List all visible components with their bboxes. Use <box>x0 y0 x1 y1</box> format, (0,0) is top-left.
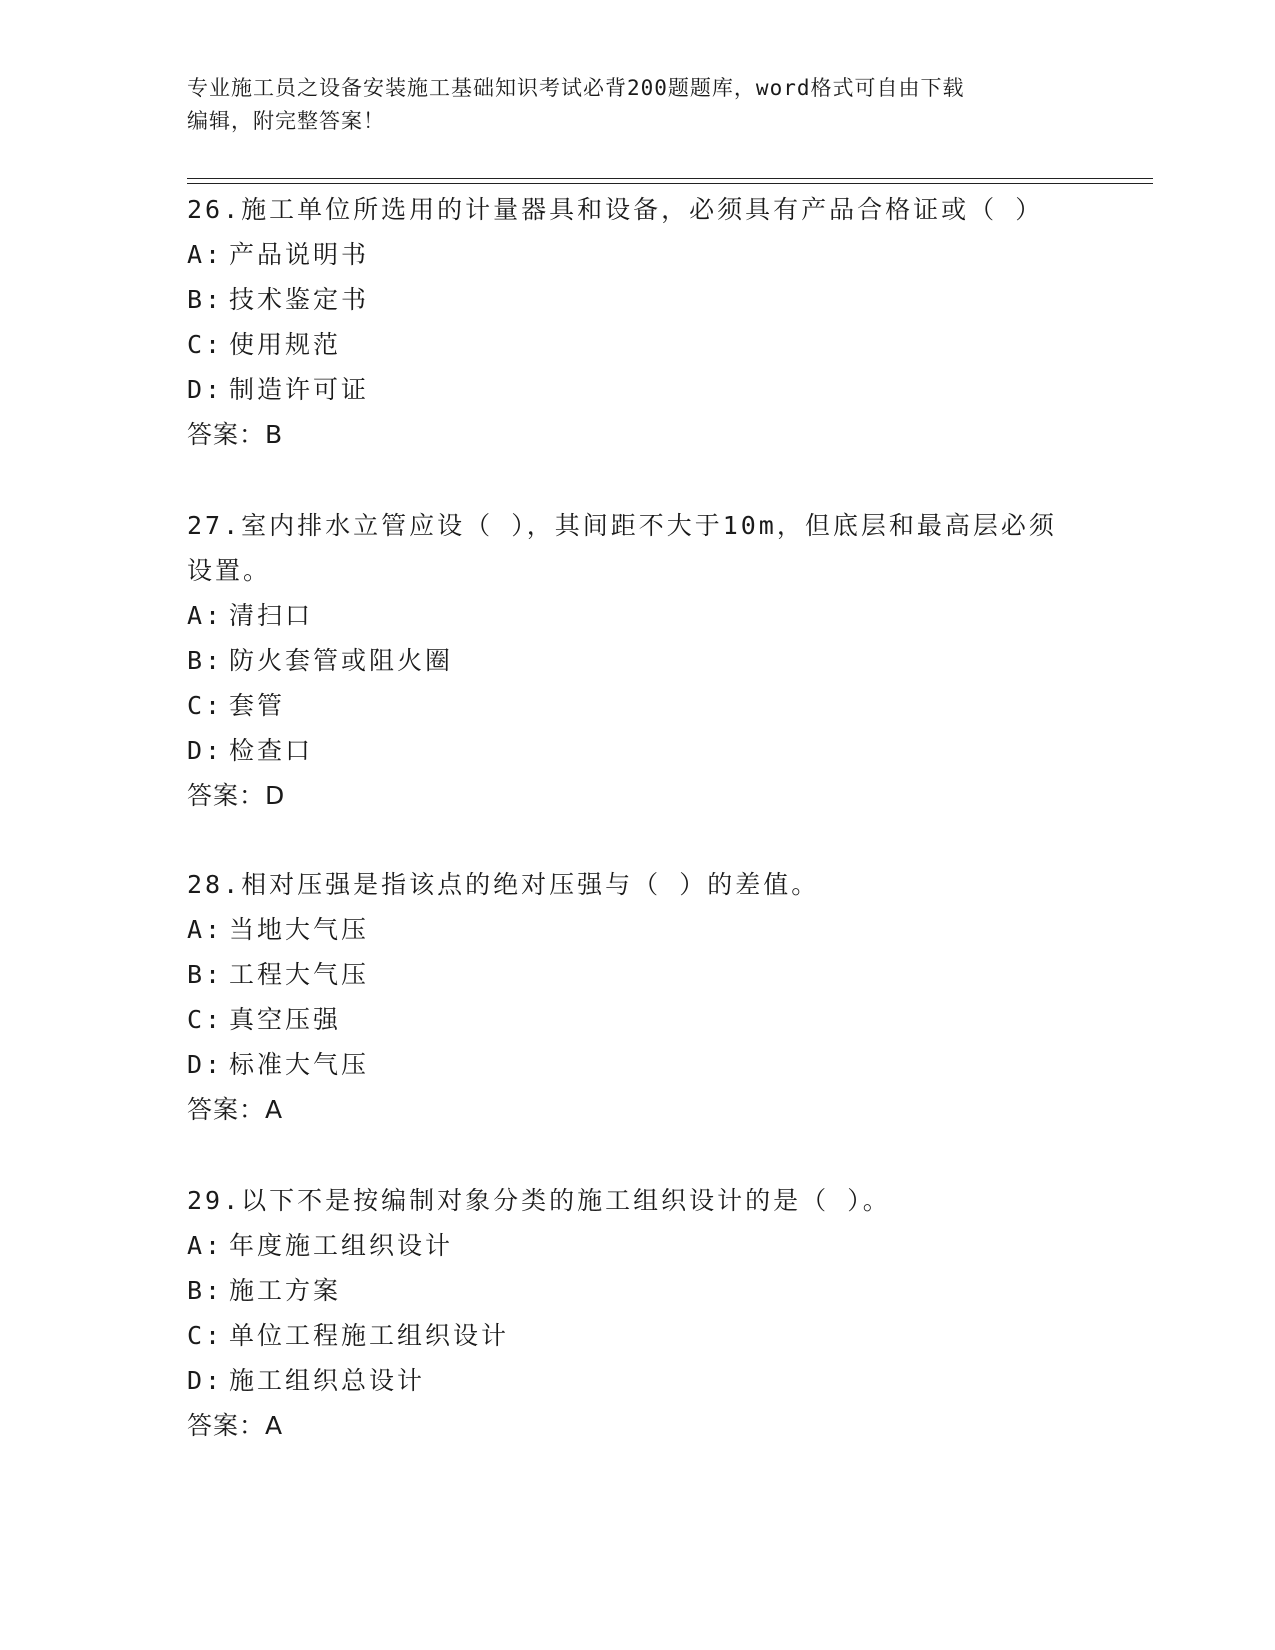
option-text: 制造许可证 <box>229 375 370 404</box>
answer: 答案：A <box>187 1095 284 1124</box>
option-text: 真空压强 <box>229 1005 342 1034</box>
answer: 答案：D <box>187 781 286 810</box>
question-26 <box>187 187 1067 457</box>
option-letter: C: <box>187 1005 224 1034</box>
option-text: 清扫口 <box>229 601 314 630</box>
option-b <box>187 638 1067 683</box>
option-letter: D: <box>187 375 224 404</box>
option-d <box>187 1042 1087 1087</box>
option-text: 施工组织总设计 <box>229 1366 426 1395</box>
option-letter: A: <box>187 240 224 269</box>
option-text: 产品说明书 <box>229 240 370 269</box>
option-letter: C: <box>187 330 224 359</box>
answer: 答案：B <box>187 420 284 449</box>
option-letter: B: <box>187 285 224 314</box>
option-text: 单位工程施工组织设计 <box>229 1321 510 1350</box>
option-letter: A: <box>187 601 224 630</box>
answer: 答案：A <box>187 1411 284 1440</box>
option-text: 防火套管或阻火圈 <box>229 646 454 675</box>
option-b <box>187 952 1087 997</box>
header-line-2: 编辑，附完整答案！ <box>187 109 385 133</box>
question-27 <box>187 503 1067 818</box>
option-letter: B: <box>187 646 224 675</box>
option-text: 检查口 <box>229 736 314 765</box>
option-letter: A: <box>187 1231 224 1260</box>
option-c <box>187 1313 1087 1358</box>
option-a <box>187 593 1067 638</box>
option-text: 套管 <box>229 691 286 720</box>
option-b <box>187 1268 1087 1313</box>
option-text: 技术鉴定书 <box>229 285 370 314</box>
header-divider-bottom <box>187 183 1153 184</box>
question-text: 26.施工单位所选用的计量器具和设备，必须具有产品合格证或（ ） <box>187 195 1044 224</box>
option-a <box>187 232 1067 277</box>
option-letter: C: <box>187 1321 224 1350</box>
option-b <box>187 277 1067 322</box>
question-text: 28.相对压强是指该点的绝对压强与（ ）的差值。 <box>187 870 820 899</box>
option-letter: B: <box>187 1276 224 1305</box>
question-text: 27.室内排水立管应设（ ），其间距不大于10m，但底层和最高层必须设置。 <box>187 511 1057 585</box>
option-c <box>187 683 1067 728</box>
option-letter: B: <box>187 960 224 989</box>
option-text: 当地大气压 <box>229 915 370 944</box>
option-text: 标准大气压 <box>229 1050 370 1079</box>
header-line-1: 专业施工员之设备安装施工基础知识考试必背200题题库，word格式可自由下载 <box>187 76 965 100</box>
option-text: 年度施工组织设计 <box>229 1231 454 1260</box>
option-a <box>187 1223 1087 1268</box>
document-header <box>187 72 1067 138</box>
option-text: 使用规范 <box>229 330 342 359</box>
question-text: 29.以下不是按编制对象分类的施工组织设计的是（ ）。 <box>187 1186 891 1215</box>
option-letter: C: <box>187 691 224 720</box>
option-letter: D: <box>187 736 224 765</box>
question-29 <box>187 1178 1087 1448</box>
option-letter: D: <box>187 1050 224 1079</box>
header-divider-top <box>187 178 1153 179</box>
option-c <box>187 322 1067 367</box>
option-letter: D: <box>187 1366 224 1395</box>
question-28 <box>187 862 1087 1132</box>
option-a <box>187 907 1087 952</box>
option-d <box>187 367 1067 412</box>
option-text: 施工方案 <box>229 1276 342 1305</box>
option-letter: A: <box>187 915 224 944</box>
option-d <box>187 1358 1087 1403</box>
option-c <box>187 997 1087 1042</box>
option-text: 工程大气压 <box>229 960 370 989</box>
option-d <box>187 728 1067 773</box>
